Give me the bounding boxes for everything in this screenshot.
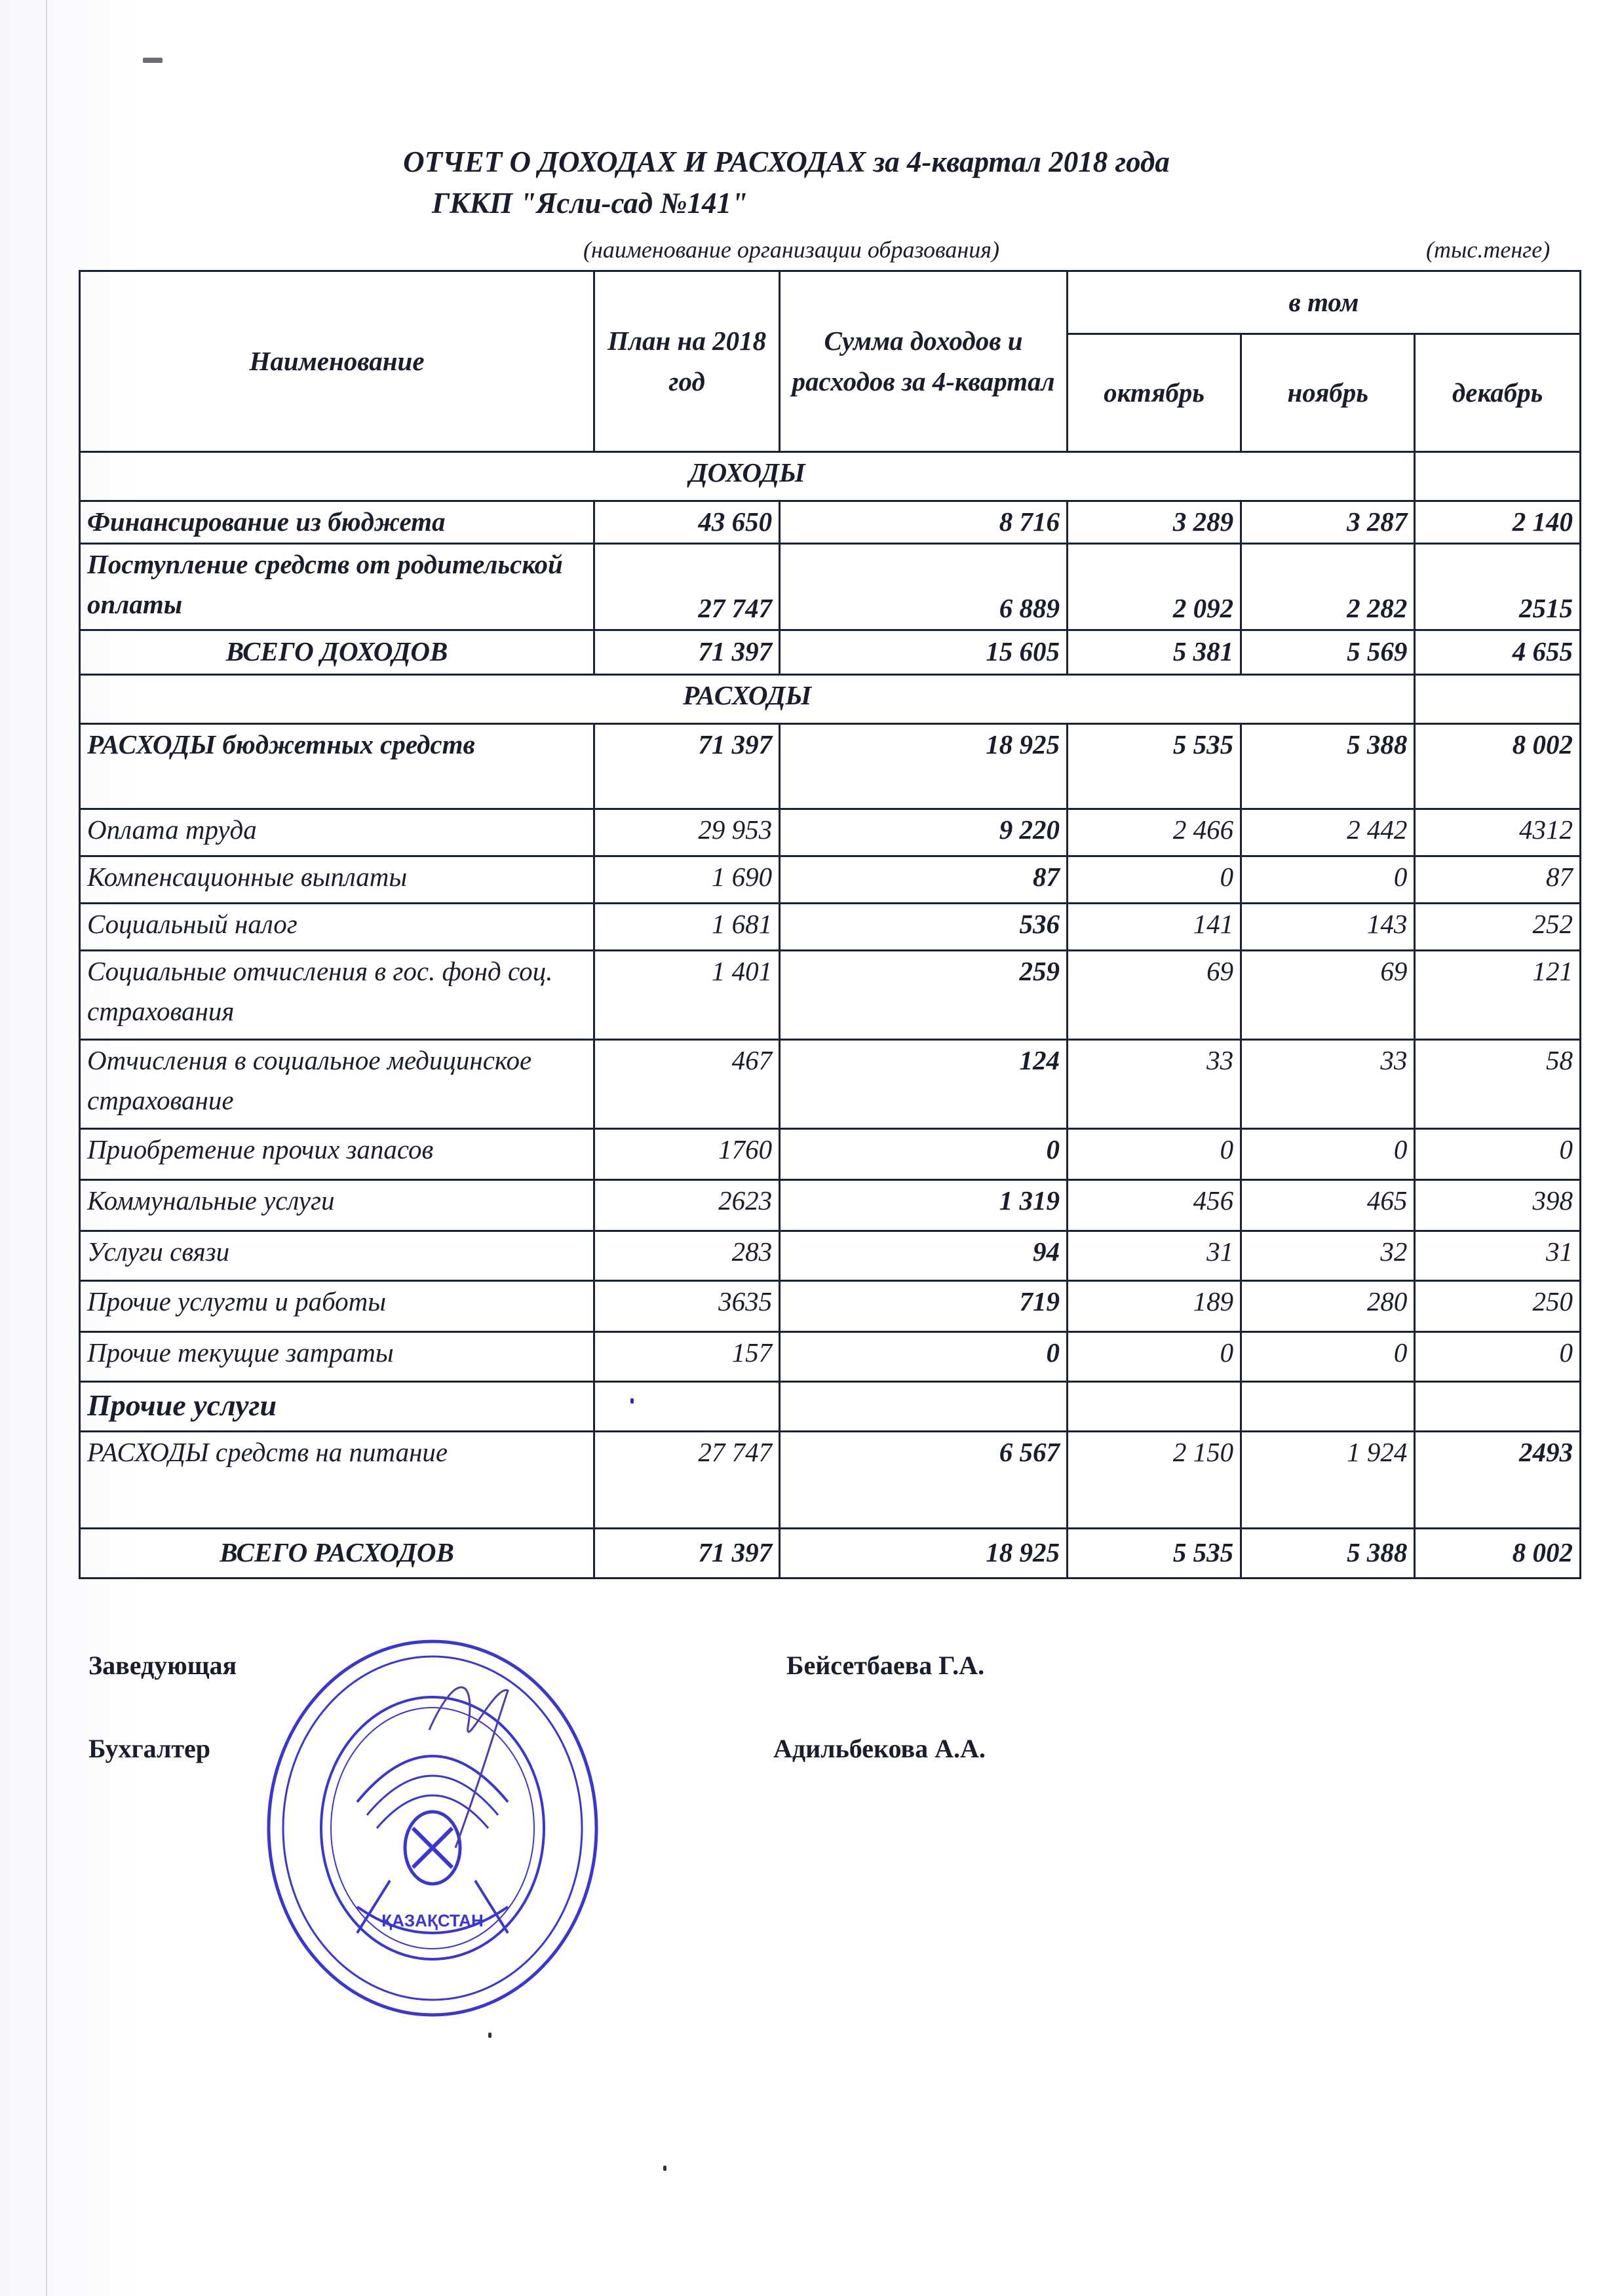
cell-sum: 1 319 bbox=[780, 1179, 1068, 1231]
row-name: Социальный налог bbox=[80, 903, 594, 950]
cell-nov: 0 bbox=[1241, 1128, 1415, 1179]
cell-dec: 121 bbox=[1415, 950, 1581, 1039]
header-month-oct: октябрь bbox=[1067, 334, 1241, 452]
row-name: Услуги связи bbox=[80, 1231, 594, 1280]
row-name: Прочие услугти и работы bbox=[80, 1280, 594, 1331]
income-expense-table bbox=[79, 270, 1581, 1579]
row-name: ВСЕГО ДОХОДОВ bbox=[80, 630, 594, 674]
cell-oct: 0 bbox=[1067, 1128, 1241, 1179]
header-group: в том bbox=[1067, 271, 1580, 334]
row-name: Компенсационные выплаты bbox=[80, 856, 594, 903]
cell-dec: 8 002 bbox=[1415, 1528, 1581, 1578]
cell-plan bbox=[594, 1381, 780, 1431]
section-expense: РАСХОДЫ bbox=[80, 674, 1415, 723]
cell-oct: 69 bbox=[1067, 950, 1241, 1039]
cell-plan: 1 401 bbox=[594, 950, 780, 1039]
cell-nov: 5 388 bbox=[1241, 723, 1415, 809]
cell-oct bbox=[1067, 1381, 1241, 1431]
row-name: Социальные отчисления в гос. фонд соц. страхования bbox=[80, 950, 594, 1039]
cell-plan: 1760 bbox=[594, 1128, 780, 1179]
cell-plan: 2623 bbox=[594, 1179, 780, 1231]
header-sum: Сумма доходов и расходов за 4-квартал bbox=[780, 271, 1068, 452]
cell-sum: 18 925 bbox=[780, 1528, 1068, 1578]
cell-oct: 0 bbox=[1067, 856, 1241, 903]
cell-sum: 87 bbox=[780, 856, 1068, 903]
cell-nov: 280 bbox=[1241, 1280, 1415, 1331]
organization-note: (наименование организации образования) bbox=[583, 237, 999, 263]
cell-sum: 8 716 bbox=[780, 501, 1068, 544]
cell-dec: 2 140 bbox=[1415, 501, 1581, 544]
cell-dec: 250 bbox=[1415, 1280, 1581, 1331]
cell-nov bbox=[1241, 1381, 1415, 1431]
cell-plan: 3635 bbox=[594, 1280, 780, 1331]
cell-oct: 189 bbox=[1067, 1280, 1241, 1331]
row-name: Коммунальные услуги bbox=[80, 1179, 594, 1231]
cell-dec bbox=[1415, 1381, 1581, 1431]
cell-dec: 0 bbox=[1415, 1128, 1581, 1179]
row-name: Финансирование из бюджета bbox=[80, 501, 594, 544]
scan-mark bbox=[143, 58, 163, 63]
row-name: Отчисления в социальное медицинское страхование bbox=[80, 1039, 594, 1128]
cell-plan: 71 397 bbox=[594, 723, 780, 809]
ink-speck bbox=[488, 2033, 492, 2038]
official-stamp-icon bbox=[259, 1632, 613, 2025]
cell-dec: 8 002 bbox=[1415, 723, 1581, 809]
table-row bbox=[80, 723, 1581, 809]
cell-plan: 1 690 bbox=[594, 856, 780, 903]
cell-oct: 2 150 bbox=[1067, 1431, 1241, 1528]
cell-plan: 29 953 bbox=[594, 809, 780, 856]
total-row-income bbox=[80, 630, 1581, 674]
cell-plan: 71 397 bbox=[594, 1528, 780, 1578]
cell-nov: 3 287 bbox=[1241, 501, 1415, 544]
cell-oct: 141 bbox=[1067, 903, 1241, 950]
cell-oct: 31 bbox=[1067, 1231, 1241, 1280]
scan-margin-line bbox=[46, 0, 47, 2296]
table-row bbox=[80, 1331, 1581, 1381]
cell-oct: 456 bbox=[1067, 1179, 1241, 1231]
row-name: ВСЕГО РАСХОДОВ bbox=[80, 1528, 594, 1578]
total-row-expense bbox=[80, 1528, 1581, 1578]
table-row bbox=[80, 856, 1581, 903]
table-row bbox=[80, 1231, 1581, 1280]
cell-nov: 1 924 bbox=[1241, 1431, 1415, 1528]
table-row bbox=[80, 1381, 1581, 1431]
table-row bbox=[80, 1128, 1581, 1179]
section-income: ДОХОДЫ bbox=[80, 452, 1415, 501]
table-row bbox=[80, 501, 1581, 544]
cell-sum: 0 bbox=[780, 1331, 1068, 1381]
cell-plan: 71 397 bbox=[594, 630, 780, 674]
cell-plan: 157 bbox=[594, 1331, 780, 1381]
cell-nov: 32 bbox=[1241, 1231, 1415, 1280]
cell-sum: 124 bbox=[780, 1039, 1068, 1128]
cell-sum: 719 bbox=[780, 1280, 1068, 1331]
cell-nov: 0 bbox=[1241, 1331, 1415, 1381]
row-name: Прочие услуги bbox=[80, 1381, 594, 1431]
row-name: РАСХОДЫ средств на питание bbox=[80, 1431, 594, 1528]
header-plan: План на 2018 год bbox=[594, 271, 780, 452]
cell-dec: 87 bbox=[1415, 856, 1581, 903]
ink-speck bbox=[630, 1398, 634, 1404]
cell-dec: 398 bbox=[1415, 1179, 1581, 1231]
cell-dec: 0 bbox=[1415, 1331, 1581, 1381]
director-role: Заведующая bbox=[88, 1651, 237, 1680]
cell-plan: 467 bbox=[594, 1039, 780, 1128]
cell-oct: 0 bbox=[1067, 1331, 1241, 1381]
accountant-name: Адильбекова А.А. bbox=[773, 1734, 986, 1763]
header-month-dec: декабрь bbox=[1415, 334, 1581, 452]
cell-nov: 2 282 bbox=[1241, 543, 1415, 630]
cell-oct: 2 466 bbox=[1067, 809, 1241, 856]
cell-sum: 0 bbox=[780, 1128, 1068, 1179]
cell-sum bbox=[780, 1381, 1068, 1431]
header-month-nov: ноябрь bbox=[1241, 334, 1415, 452]
cell-dec: 252 bbox=[1415, 903, 1581, 950]
cell-oct: 2 092 bbox=[1067, 543, 1241, 630]
cell-sum: 259 bbox=[780, 950, 1068, 1039]
cell-plan: 283 bbox=[594, 1231, 780, 1280]
table-row bbox=[80, 809, 1581, 856]
row-name: Прочие текущие затраты bbox=[80, 1331, 594, 1381]
row-name: Поступление средств от родительской оплаты bbox=[80, 543, 594, 630]
cell-sum: 9 220 bbox=[780, 809, 1068, 856]
cell-dec: 4 655 bbox=[1415, 630, 1581, 674]
table-row bbox=[80, 1179, 1581, 1231]
organization-title: ГККП "Ясли-сад №141" bbox=[431, 187, 748, 220]
cell-sum: 94 bbox=[780, 1231, 1068, 1280]
stamp-text: ҚАЗАҚСТАН bbox=[381, 1911, 484, 1930]
cell-plan: 27 747 bbox=[594, 543, 780, 630]
cell-nov: 0 bbox=[1241, 856, 1415, 903]
ink-speck bbox=[663, 2166, 666, 2171]
cell-nov: 69 bbox=[1241, 950, 1415, 1039]
table-row bbox=[80, 903, 1581, 950]
cell-dec: 2515 bbox=[1415, 543, 1581, 630]
table-row bbox=[80, 1280, 1581, 1331]
director-name: Бейсетбаева Г.А. bbox=[786, 1651, 985, 1680]
cell-nov: 2 442 bbox=[1241, 809, 1415, 856]
cell-oct: 3 289 bbox=[1067, 501, 1241, 544]
cell-oct: 33 bbox=[1067, 1039, 1241, 1128]
cell-oct: 5 535 bbox=[1067, 1528, 1241, 1578]
section-row-expense bbox=[80, 674, 1581, 723]
table-row bbox=[80, 1039, 1581, 1128]
cell-dec: 31 bbox=[1415, 1231, 1581, 1280]
row-name: Приобретение прочих запасов bbox=[80, 1128, 594, 1179]
cell-nov: 143 bbox=[1241, 903, 1415, 950]
cell-sum: 6 567 bbox=[780, 1431, 1068, 1528]
cell-plan: 27 747 bbox=[594, 1431, 780, 1528]
table-row bbox=[80, 950, 1581, 1039]
table-row bbox=[80, 1431, 1581, 1528]
cell-oct: 5 535 bbox=[1067, 723, 1241, 809]
section-row-income bbox=[80, 452, 1581, 501]
unit-note: (тыс.тенге) bbox=[1426, 237, 1551, 263]
cell-nov: 5 569 bbox=[1241, 630, 1415, 674]
header-name: Наименование bbox=[80, 271, 594, 452]
cell-sum: 18 925 bbox=[780, 723, 1068, 809]
cell-oct: 5 381 bbox=[1067, 630, 1241, 674]
table-row bbox=[80, 543, 1581, 630]
row-name: РАСХОДЫ бюджетных средств bbox=[80, 723, 594, 809]
cell-sum: 6 889 bbox=[780, 543, 1068, 630]
cell-nov: 5 388 bbox=[1241, 1528, 1415, 1578]
report-title: ОТЧЕТ О ДОХОДАХ И РАСХОДАХ за 4-квартал 2018 года bbox=[403, 145, 1170, 178]
cell-sum: 536 bbox=[780, 903, 1068, 950]
cell-plan: 43 650 bbox=[594, 501, 780, 544]
accountant-role: Бухгалтер bbox=[88, 1734, 211, 1763]
cell-sum: 15 605 bbox=[780, 630, 1068, 674]
cell-plan: 1 681 bbox=[594, 903, 780, 950]
cell-dec: 2493 bbox=[1415, 1431, 1581, 1528]
cell-nov: 33 bbox=[1241, 1039, 1415, 1128]
cell-dec: 58 bbox=[1415, 1039, 1581, 1128]
row-name: Оплата труда bbox=[80, 809, 594, 856]
cell-dec: 4312 bbox=[1415, 809, 1581, 856]
cell-nov: 465 bbox=[1241, 1179, 1415, 1231]
